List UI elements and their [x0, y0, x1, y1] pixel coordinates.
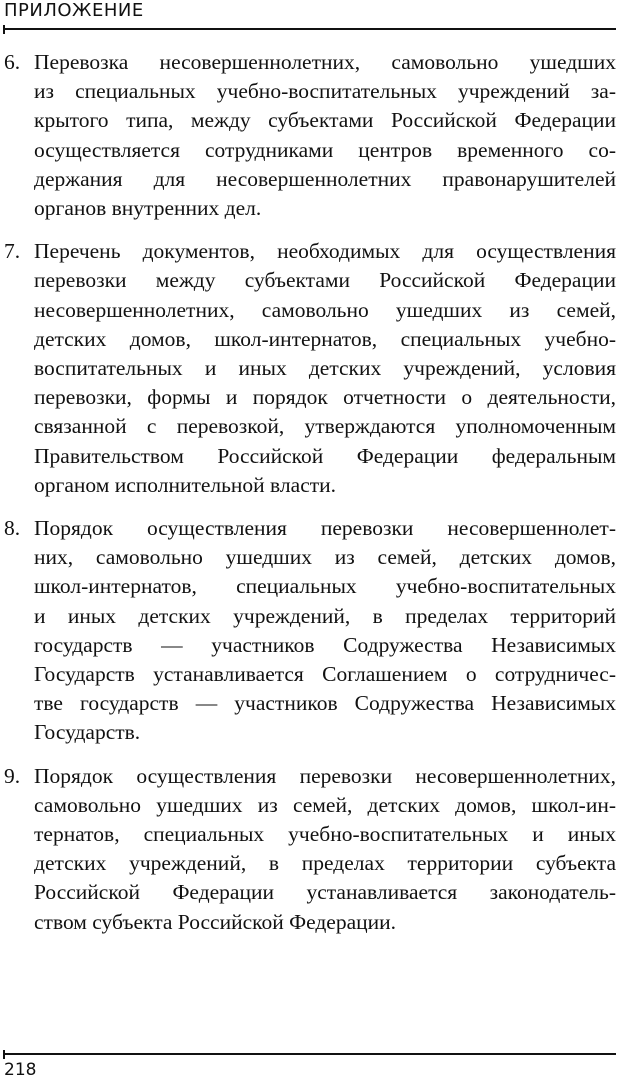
text-line: Порядок осуществления перевозки несовершеннолетних, [34, 763, 616, 788]
list-item [4, 762, 616, 937]
text-line: осуществляется сотрудниками центров временного со- [34, 137, 616, 162]
page-number: 218 [4, 1060, 37, 1080]
footer-rule-tick [3, 1050, 5, 1059]
text-line: и иных детских учреждений, в пределах территорий [34, 603, 616, 628]
text-line: держания для несовершеннолетних правонарушителей [34, 166, 616, 191]
document-body [4, 48, 616, 951]
text-line: Правительством Российской Федерации федеральным [34, 443, 616, 468]
text-line: детских учреждений, в пределах территории субъекта [34, 851, 616, 876]
text-line: Государств. [34, 720, 141, 745]
header-rule [4, 28, 616, 30]
text-line: крытого типа, между субъектами Российской Федерации [34, 108, 616, 133]
text-line: них, самовольно ушедших из семей, детских домов, [34, 545, 616, 570]
item-paragraph [34, 762, 616, 937]
footer-rule [4, 1053, 616, 1055]
text-line: ством субъекта Российской Федерации. [34, 909, 397, 934]
item-number: 6. [4, 50, 21, 74]
text-line: тернатов, специальных учебно-воспитательных и иных [34, 822, 616, 847]
text-line: государств — участников Содружества Независимых [34, 632, 616, 657]
text-line: самовольно ушедших из семей, детских домов, школ-ин- [34, 792, 616, 817]
item-paragraph [34, 48, 616, 223]
list-item [4, 48, 616, 223]
text-line: Российской Федерации устанавливается законодатель- [34, 880, 616, 905]
text-line: школ-интернатов, специальных учебно-воспитательных [34, 574, 616, 599]
text-line: органом исполнительной власти. [34, 472, 337, 497]
item-number: 8. [4, 516, 21, 541]
running-title: ПРИЛОЖЕНИЕ [4, 0, 144, 21]
text-line: Порядок осуществления перевозки несовершеннолет- [34, 516, 616, 541]
list-item [4, 514, 616, 748]
text-line: из специальных учебно-воспитательных учреждений за- [34, 79, 616, 104]
text-line: органов внутренних дел. [34, 196, 262, 221]
text-line: Перевозка несовершеннолетних, самовольно ушедших [34, 50, 616, 74]
text-line: связанной с перевозкой, утверждаются уполномоченным [34, 414, 616, 439]
item-number: 9. [4, 763, 21, 788]
text-line: детских домов, школ-интернатов, специальных учебно- [34, 326, 616, 351]
text-line: тве государств — участников Содружества Независимых [34, 691, 616, 716]
text-line: Государств устанавливается Соглашением о сотрудничес- [34, 662, 616, 687]
item-paragraph [34, 237, 616, 500]
text-line: воспитательных и иных детских учреждений, условия [34, 356, 616, 381]
header-rule-tick [3, 25, 5, 34]
item-paragraph [34, 514, 616, 748]
text-line: Перечень документов, необходимых для осуществления [34, 239, 616, 264]
list-item [4, 237, 616, 500]
text-line: перевозки, формы и порядок отчетности о деятельности, [34, 385, 616, 410]
text-line: несовершеннолетних, самовольно ушедших из семей, [34, 297, 616, 322]
item-number: 7. [4, 239, 21, 264]
text-line: перевозки между субъектами Российской Федерации [34, 268, 616, 293]
